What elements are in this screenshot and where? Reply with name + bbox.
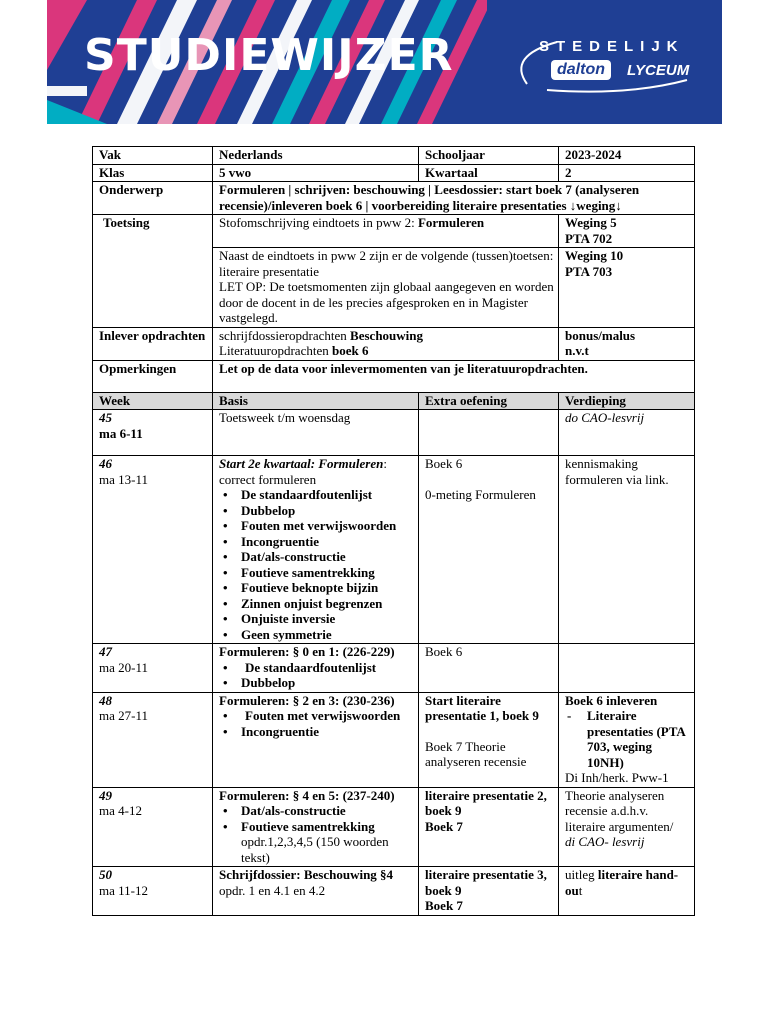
- week-number: 45: [99, 410, 112, 425]
- w48-extra-2: Boek 7 Theorie analyseren recensie: [425, 738, 527, 769]
- w50-extra-1: literaire presentatie 3, boek 9: [425, 867, 547, 898]
- week-date: ma 4-12: [99, 803, 142, 818]
- week-47-verdieping: [559, 644, 695, 693]
- w47-list: [219, 660, 414, 691]
- row-vak: [93, 147, 695, 165]
- row-klas: [93, 164, 695, 182]
- row-toetsing-1: [93, 215, 695, 248]
- week-48-row: [93, 692, 695, 787]
- week-47-cell: [93, 644, 213, 693]
- banner-title: STUDIEWIJZER: [84, 30, 454, 81]
- vak-value: Nederlands: [213, 147, 419, 165]
- row-onderwerp: [93, 182, 695, 215]
- header-extra: Extra oefening: [419, 392, 559, 410]
- week-date: ma 13-11: [99, 471, 148, 487]
- onderwerp-label: Onderwerp: [93, 182, 213, 215]
- weging-5: Weging 5: [565, 215, 617, 230]
- w49-list: [219, 803, 414, 834]
- list-item: • De standaardfoutenlijst: [241, 660, 414, 676]
- w46-extra-2: 0-meting Formuleren: [425, 486, 536, 502]
- list-item: • Incongruentie: [241, 534, 414, 550]
- week-date: ma 27-11: [99, 708, 148, 723]
- klas-value: 5 vwo: [213, 164, 419, 182]
- list-item: • Onjuiste inversie: [241, 611, 414, 627]
- kwartaal-label: Kwartaal: [419, 164, 559, 182]
- inlever-2a: Literatuuropdrachten: [219, 343, 332, 358]
- onderwerp-value: Formuleren | schrijven: beschouwing | Leesdossier: start boek 7 (analyseren recensie)/inleveren boek 6 | voorbereiding literaire presentaties ↓weging↓: [213, 182, 695, 215]
- w48-title: Formuleren: § 2 en 3: (230-236): [219, 692, 395, 708]
- w50-title: Schrijfdossier: Beschouwing §4: [219, 867, 394, 882]
- row-inlever: [93, 327, 695, 360]
- week-date: ma 6-11: [99, 425, 143, 441]
- study-guide-table: [92, 146, 695, 916]
- vak-label: Vak: [93, 147, 213, 165]
- week-47-row: [93, 644, 695, 693]
- week-48-basis: [213, 692, 419, 787]
- header-week: Week: [93, 392, 213, 410]
- nvt: n.v.t: [565, 343, 589, 358]
- list-item: • Foutieve beknopte bijzin: [241, 580, 414, 596]
- w46-sub: correct formuleren: [219, 471, 317, 487]
- week-45-verdieping: do CAO-lesvrij: [559, 410, 695, 456]
- w50-sub: opdr. 1 en 4.1 en 4.2: [219, 882, 326, 898]
- pta-702: PTA 702: [565, 230, 613, 246]
- week-number: 48: [99, 692, 112, 708]
- header-banner: [47, 0, 722, 124]
- logo-lyceum: LYCEUM: [627, 62, 690, 79]
- week-48-cell: [93, 692, 213, 787]
- opm-label: Opmerkingen: [93, 360, 213, 392]
- week-46-row: [93, 456, 695, 644]
- week-46-extra: [419, 456, 559, 644]
- toetsing-2-b: LET OP: De toetsmomenten zijn globaal aangegeven en worden door de docent in de les precies afgesproken en in Magister vastgelegd.: [219, 279, 554, 325]
- list-item: • Fouten met verwijswoorden: [241, 518, 414, 534]
- logo-dalton: dalton: [551, 60, 611, 80]
- week-47-basis: [213, 644, 419, 693]
- toetsing-label: [93, 215, 213, 328]
- schedule-header-row: [93, 392, 695, 410]
- school-logo: [487, 36, 717, 92]
- list-item: • Foutieve samentrekking: [241, 565, 414, 581]
- list-item: • Geen symmetrie: [241, 627, 414, 643]
- row-opmerkingen: [93, 360, 695, 392]
- kwartaal-value: 2: [559, 164, 695, 182]
- w50-extra-2: Boek 7: [425, 898, 463, 913]
- toetsing-2-text: [213, 248, 559, 328]
- week-number: 46: [99, 456, 112, 471]
- week-49-basis: [213, 787, 419, 867]
- w49-title: Formuleren: § 4 en 5: (237-240): [219, 787, 395, 803]
- pta-703: PTA 703: [565, 263, 613, 279]
- w50-verdieping-c: t: [578, 882, 583, 898]
- week-46-verdieping: kennismaking formuleren via link.: [559, 456, 695, 644]
- week-48-verdieping: [559, 692, 695, 787]
- toetsing-label-text: Toetsing: [103, 215, 150, 230]
- week-46-basis: Start 2e kwartaal: Formuleren: correct formuleren • De standaardfoutenlijst • Dubbelop • Fouten met verwijswoorden • Incongruentie • Dat/als-constructie • Foutieve samentrekking • Foutieve beknopte bijzin • Zinnen onjuist begrenzen • Onjuiste inversie • Geen symmetrie: [213, 456, 419, 644]
- w49-extra-1: literaire presentatie 2, boek 9: [425, 787, 547, 818]
- schooljaar-value: 2023-2024: [559, 147, 695, 165]
- week-48-extra: [419, 692, 559, 787]
- w46-title: Start 2e kwartaal: Formuleren: [219, 456, 384, 471]
- header-verdieping: Verdieping: [559, 392, 695, 410]
- bonus-malus: bonus/malus: [565, 327, 636, 343]
- inlever-bonus: [559, 327, 695, 360]
- inlever-1a: schrijfdossieropdrachten: [219, 327, 351, 343]
- inlever-2b: boek 6: [331, 343, 369, 358]
- klas-label: Klas: [93, 164, 213, 182]
- w49-verdieping-2: di CAO- lesvrij: [565, 834, 645, 849]
- week-50-row: [93, 867, 695, 916]
- w48-list: [219, 708, 414, 739]
- w50-verdieping-a: uitleg: [565, 867, 598, 882]
- week-50-basis: [213, 867, 419, 916]
- week-45-basis: Toetsweek t/m woensdag: [213, 410, 419, 456]
- week-date: ma 11-12: [99, 882, 148, 898]
- list-item: • Foutieve samentrekking: [241, 819, 414, 835]
- week-45-cell: [93, 410, 213, 456]
- week-47-extra: Boek 6: [419, 644, 559, 693]
- list-item: • Zinnen onjuist begrenzen: [241, 596, 414, 612]
- w48-extra-1: Start literaire presentatie 1, boek 9: [425, 692, 539, 723]
- week-46-cell: [93, 456, 213, 644]
- week-45-extra: [419, 410, 559, 456]
- w47-title: Formuleren: § 0 en 1: (226-229): [219, 644, 395, 659]
- list-item: • Fouten met verwijswoorden: [241, 708, 414, 724]
- schooljaar-label: Schooljaar: [419, 147, 559, 165]
- list-item: • Dat/als-constructie: [241, 803, 414, 819]
- week-number: 49: [99, 787, 112, 803]
- week-50-verdieping: [559, 867, 695, 916]
- week-number: 47: [99, 644, 112, 659]
- week-number: 50: [99, 867, 112, 882]
- w48-verdieping-2: Literaire presentaties (PTA 703, weging 10NH): [587, 708, 686, 770]
- week-45-row: [93, 410, 695, 456]
- logo-stedelijk: STEDELIJK: [539, 38, 685, 55]
- list-item: • Dubbelop: [241, 503, 414, 519]
- toetsing-1-weging: [559, 215, 695, 248]
- week-49-extra: [419, 787, 559, 867]
- w49-verdieping-1: Theorie analyseren recensie a.d.h.v. literaire argumenten/: [565, 787, 674, 834]
- inlever-value: [213, 327, 559, 360]
- toetsing-1-text: [213, 215, 559, 248]
- list-item: • Dat/als-constructie: [241, 549, 414, 565]
- w46-list: [219, 487, 414, 642]
- w48-verdieping-3: Di Inh/herk. Pww-1: [565, 770, 669, 785]
- inlever-label: Inlever opdrachten: [93, 327, 213, 360]
- week-date: ma 20-11: [99, 659, 148, 675]
- week-49-row: [93, 787, 695, 867]
- week-50-extra: [419, 867, 559, 916]
- weging-10: Weging 10: [565, 248, 624, 263]
- toetsing-2-weging: [559, 248, 695, 328]
- inlever-1b: Beschouwing: [350, 327, 424, 343]
- toetsing-2-a: Naast de eindtoets in pww 2 zijn er de volgende (tussen)toetsen: literaire presentatie: [219, 248, 554, 279]
- header-basis: Basis: [213, 392, 419, 410]
- toetsing-1-a: Stofomschrijving eindtoets in pww 2:: [219, 215, 418, 230]
- list-item: • Dubbelop: [241, 675, 414, 691]
- toetsing-1-b: Formuleren: [417, 215, 485, 230]
- w49-basis-extra: opdr.1,2,3,4,5 (150 woorden tekst): [241, 834, 389, 865]
- w50-verdieping-b: literaire hand-ou: [565, 867, 679, 898]
- w46-extra-1: Boek 6: [425, 456, 463, 471]
- opm-value: Let op de data voor inlevermomenten van je literatuuropdrachten.: [213, 360, 695, 392]
- list-item: • De standaardfoutenlijst: [241, 487, 414, 503]
- w48-verdieping-1: Boek 6 inleveren: [565, 692, 658, 708]
- w49-extra-2: Boek 7: [425, 818, 463, 834]
- week-50-cell: [93, 867, 213, 916]
- w48-verdieping-2-item: [565, 708, 690, 770]
- list-item: • Incongruentie: [241, 724, 414, 740]
- week-49-cell: [93, 787, 213, 867]
- week-49-verdieping: [559, 787, 695, 867]
- dash-bullet: -: [567, 708, 572, 723]
